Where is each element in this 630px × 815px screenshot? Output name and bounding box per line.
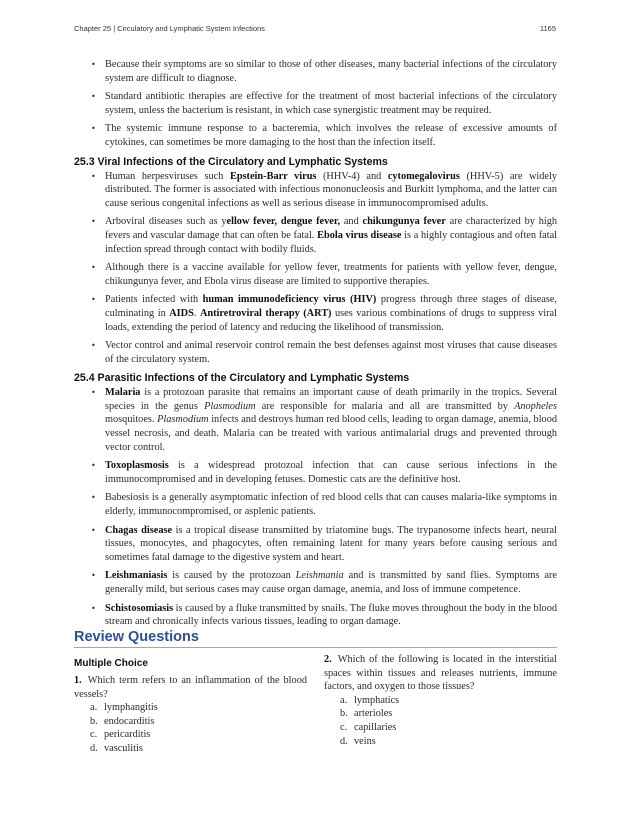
question-2 <box>324 653 557 748</box>
bullet-item <box>74 569 557 596</box>
bullet-item <box>74 386 557 454</box>
option-letter: c. <box>90 729 98 741</box>
bullet-icon: • <box>91 263 96 273</box>
option-text: endocarditis <box>104 715 155 727</box>
option-letter: c. <box>340 721 348 733</box>
option-text: lymphangitis <box>104 702 158 714</box>
italic-term: Plasmodium <box>204 400 256 412</box>
bullet-item <box>74 293 557 334</box>
bullet-item <box>74 339 557 366</box>
bullet-text: are responsible for malaria and all are transmitted by <box>255 400 515 412</box>
bullet-item <box>74 491 557 518</box>
section-heading: 25.3 Viral Infections of the Circulatory and Lymphatic Systems <box>74 155 388 168</box>
option-text: veins <box>354 735 376 747</box>
answer-option <box>340 694 557 708</box>
option-text: lymphatics <box>354 694 400 706</box>
bullet-text: Babesiosis is a generally asymptomatic infection of red blood cells that can causes malaria-like symptoms in elderly, immunocompromised, or asplenic patients. <box>105 492 557 518</box>
question-number: 2. <box>324 654 332 665</box>
bullet-text: (HHV-4) and <box>316 170 388 182</box>
review-column-left <box>74 657 307 756</box>
summary-content <box>74 58 557 634</box>
answer-option <box>90 742 307 756</box>
section-25-3 <box>74 155 557 367</box>
bullet-icon: • <box>91 388 96 398</box>
bullet-icon: • <box>91 60 96 69</box>
bullet-text: is a highly contagious and often fatal infection spread through contact with bodily fluids. <box>105 229 558 255</box>
answer-option <box>340 735 557 749</box>
key-term: Chagas disease <box>105 524 173 536</box>
bullet-text: Arboviral diseases such as y <box>105 216 227 228</box>
question-1 <box>74 674 307 756</box>
answer-option <box>340 707 557 721</box>
answer-option <box>90 715 307 729</box>
answer-option <box>90 701 307 715</box>
bullet-icon: • <box>91 525 96 535</box>
option-text: arterioles <box>354 708 393 720</box>
key-term: Malaria <box>105 387 141 399</box>
review-questions <box>74 628 557 754</box>
bullet-text: is a tropical disease transmitted by triatomine bugs. The trypanosome infects heart, neural tissues, monocytes, and phagocytes, often remaining latent for many years before causing serious and sometimes fatal damage to the digestive system and heart. <box>105 524 557 563</box>
option-text: vasculitis <box>104 742 143 754</box>
option-letter: a. <box>90 702 98 714</box>
bullet-text: . <box>193 307 200 319</box>
question-number: 1. <box>74 675 82 686</box>
italic-term: Leishmania <box>295 570 344 582</box>
question-body: Which of the following is located in the interstitial spaces within tissues and releases nutrients, immune factors, and oxygen to those tissues? <box>324 654 557 693</box>
bullet-item <box>74 90 557 117</box>
bullet-text: Human herpesviruses such <box>105 170 230 182</box>
bullet-text: are characterized by high fevers and vascular damage that can often be fatal. <box>105 216 557 241</box>
chapter-title: Chapter 25 | Circulatory and Lymphatic System Infections <box>74 24 265 33</box>
bullet-icon: • <box>91 603 96 613</box>
bullet-item <box>74 524 557 565</box>
key-term: Schistosomiasis <box>105 602 174 614</box>
bullet-icon: • <box>91 217 96 227</box>
intro-bullet-list <box>74 58 557 150</box>
option-letter: b. <box>90 715 98 727</box>
option-letter: b. <box>340 708 348 720</box>
bullet-text: uses various combinations of drugs to suppress viral loads, extending the period of latency and reducing the likelihood of transmission. <box>105 307 557 333</box>
key-term: ellow fever, dengue fever, <box>226 216 341 228</box>
page-number: 1165 <box>539 24 556 33</box>
italic-term: Anopheles <box>514 400 557 412</box>
section-bullet-list <box>74 170 557 367</box>
bullet-text: is caused by the protozoan <box>167 570 296 582</box>
italic-term: Plasmodium <box>157 414 209 426</box>
bullet-item <box>74 602 557 629</box>
bullet-text: Because their symptoms are so similar to those of other diseases, many bacterial infections of the circulatory system are difficult to diagnose. <box>105 59 557 84</box>
answer-option <box>340 721 557 735</box>
option-text: capillaries <box>354 721 397 733</box>
key-term: human immunodeficiency virus (HIV) <box>202 294 377 306</box>
section-bullet-list <box>74 386 557 629</box>
key-term: chikungunya fever <box>362 216 446 228</box>
key-term: Toxoplasmosis <box>105 460 169 472</box>
key-term: AIDS <box>169 307 194 319</box>
bullet-icon: • <box>91 461 96 471</box>
answer-option <box>90 728 307 742</box>
bullet-icon: • <box>91 92 96 102</box>
multiple-choice-heading: Multiple Choice <box>74 658 148 669</box>
option-letter: a. <box>340 694 348 706</box>
answer-options <box>324 694 557 748</box>
key-term: Antiretroviral therapy (ART) <box>199 307 332 319</box>
bullet-text: The systemic immune response to a bacteremia, which involves the release of excessive amounts of cytokines, can sometimes be more damaging to the host than the infection itself. <box>105 123 557 148</box>
bullet-text: Patients infected with <box>105 294 203 306</box>
bullet-icon: • <box>91 341 96 351</box>
review-heading: Review Questions <box>74 628 557 648</box>
question-text <box>74 674 307 701</box>
key-term: Ebola virus disease <box>317 229 402 241</box>
review-column-right <box>324 653 557 748</box>
answer-options <box>74 701 307 755</box>
page-header <box>74 24 556 36</box>
bullet-text: is caused by a fluke transmitted by snails. The fluke moves throughout the body in the blood stream and chronically infects various tissues, leading to organ damage. <box>105 602 557 628</box>
section-heading: 25.4 Parasitic Infections of the Circulatory and Lymphatic Systems <box>74 372 410 385</box>
bullet-item <box>74 122 557 149</box>
bullet-text: mosquitoes. <box>105 414 158 426</box>
bullet-text: progress through three stages of disease, culminating in <box>105 294 558 319</box>
bullet-icon: • <box>91 295 96 305</box>
bullet-item <box>74 261 557 288</box>
bullet-text: Although there is a vaccine available for yellow fever, treatments for patients with yellow fever, dengue, chikungunya fever, and Ebola virus disease are limited to supportive therapies. <box>105 262 557 287</box>
bullet-item <box>74 170 557 211</box>
bullet-icon: • <box>91 493 96 503</box>
bullet-text: Standard antibiotic therapies are effective for the treatment of most bacterial infections of the circulatory system, unless the bacterium is resistant, in which case synergistic treatment may be required. <box>105 91 557 116</box>
bullet-text: (HHV-5) are widely distributed. The former is associated with infectious mononucleosis and Burkitt lymphoma, and the latter can cause serious congenital infections as well as serious disease in immunocompromised adults. <box>105 170 557 209</box>
key-term: cytomegalovirus <box>387 170 460 182</box>
bullet-text: is a widespread protozoal infection that can cause serious infections in the immunocompromised and in developing fetuses. Domestic cats are the definitive host. <box>105 460 557 485</box>
key-term: Epstein-Barr virus <box>229 170 317 182</box>
option-letter: d. <box>340 735 348 747</box>
key-term: Leishmaniasis <box>105 570 168 582</box>
section-25-4 <box>74 371 557 629</box>
bullet-text: and <box>340 216 363 228</box>
bullet-icon: • <box>91 124 96 134</box>
option-letter: d. <box>90 742 98 754</box>
question-text <box>324 653 557 694</box>
bullet-text: infects and destroys human red blood cells, leading to organ damage, anemia, blood vessel necrosis, and death. Malaria can be treated with various antimalarial drugs and prevented through vector control. <box>105 414 558 453</box>
bullet-item <box>74 58 557 85</box>
bullet-item <box>74 215 557 256</box>
bullet-icon: • <box>91 571 96 581</box>
bullet-text: is a protozoan parasite that remains an important cause of death primarily in the tropics. Several species in the genus <box>105 387 557 412</box>
question-body: Which term refers to an inflammation of the blood vessels? <box>74 675 307 700</box>
bullet-text: and is transmitted by sand flies. Symptoms are generally mild, but serious cases may cause organ damage, anemia, and loss of immune competence. <box>105 570 557 595</box>
bullet-icon: • <box>91 171 96 181</box>
bullet-text: Vector control and animal reservoir control remain the best defenses against most viruses that cause diseases of the circulatory system. <box>105 340 557 365</box>
bullet-item <box>74 459 557 486</box>
option-text: pericarditis <box>104 729 151 741</box>
